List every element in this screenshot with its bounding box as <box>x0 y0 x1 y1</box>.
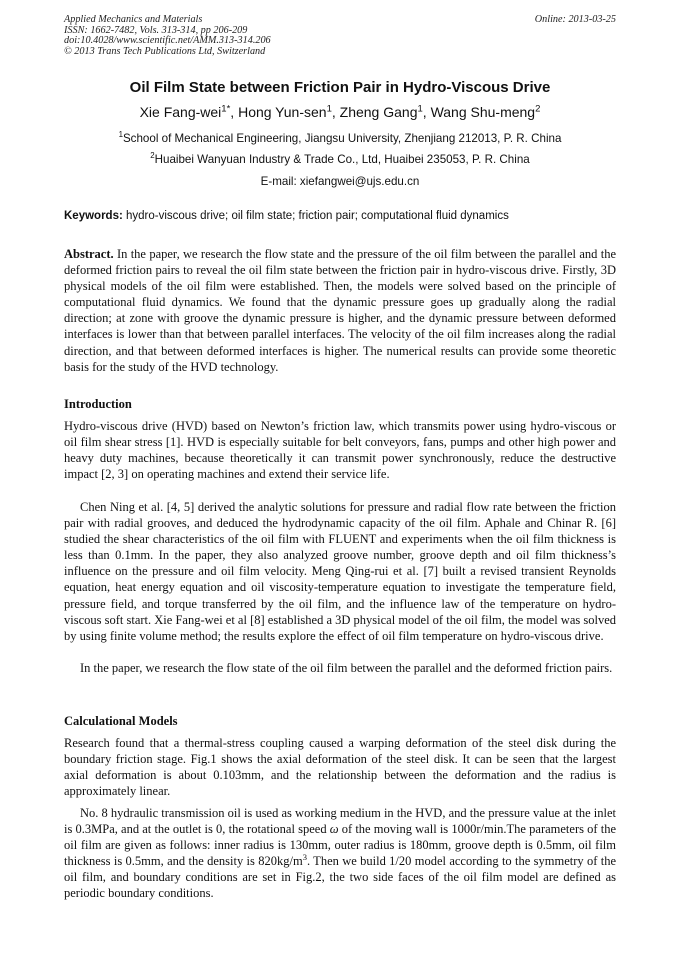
abstract-label: Abstract. <box>64 247 114 261</box>
author-affil-mark: 2 <box>535 103 541 115</box>
author-affil-mark: 1 <box>326 103 332 115</box>
author-list <box>64 103 616 121</box>
abstract-text: In the paper, we research the flow state and the pressure of the oil film between the parallel and the deformed friction pairs to reveal the oil film state between the friction pair in hydro-viscous drive. Firstly, 3D physical models of the oil film were established. Then, the models were solved based on the principle of computational fluid dynamics. We found that the dynamic pressure goes up gradually along the radial direction; at zone with groove the dynamic pressure is higher, and the dynamic pressure between deformed interfaces is lower than that between parallel interfaces. The velocity of the oil film increases along the radial direction, and that between deformed interfaces is higher. The numerical results can provide some theoretic basis for the study of the HVD technology. <box>64 247 616 374</box>
journal-name: Applied Mechanics and Materials <box>64 14 203 25</box>
author-separator: , <box>422 104 431 120</box>
author-affil-mark: 1* <box>221 103 231 115</box>
author-name: Zheng Gang <box>339 104 418 120</box>
intro-paragraph-2: Chen Ning et al. [4, 5] derived the analytic solutions for pressure and radial flow rate between the friction pair with radial grooves, and deduced the hydrodynamic capacity of the oil film. Aphale and Chinar R. [6] studied the shear characteristics of the oil film with FLUENT and experiments when the oil film thickness is less than 0.1mm. In the paper, they also analyzed groove number, groove depth and oil film thickness’s influence on the pressure and oil film velocity. Meng Qing-rui et al. [7] built a revised transient Reynolds equation, heat energy equation and oil viscosity-temperature equation to investigate the temperature field, pressure field, and torque transferred by the oil film, and the influence law of the temperature on hydro-viscous soft start. Xie Fang-wei et al [8] established a 3D physical model of the oil film, the model was solved by using finite volume method; the results explore the effect of oil film temperature on hydro-viscous drive. <box>64 500 616 643</box>
keywords-label: Keywords: <box>64 210 123 222</box>
author-name: Xie Fang-wei <box>139 104 222 120</box>
models-paragraph-1: Research found that a thermal-stress coupling caused a warping deformation of the steel disk during the boundary friction stage. Fig.1 shows the axial deformation of the steel disk. It can be seen that the largest axial deformation is about 0.103mm, and the relationship between the deformation and the radius is approximately linear. <box>64 736 616 799</box>
models-paragraph-2-part-b: of the moving wall is 1000r/min.The parameters of the oil film are given as follows: inner radius is 130mm, outer radius is 180mm, groove depth is 0.5mm, oil film thickness is 0.5mm, and the density is 820kg/m <box>64 822 617 869</box>
author-name: Hong Yun-sen <box>238 104 327 120</box>
affiliation-text: School of Mechanical Engineering, Jiangsu University, Zhenjiang 212013, P. R. China <box>122 132 562 145</box>
keywords-text: hydro-viscous drive; oil film state; friction pair; computational fluid dynamics <box>122 210 509 222</box>
journal-header <box>64 15 616 57</box>
intro-paragraph-1: Hydro-viscous drive (HVD) based on Newton’s friction law, which transmits power using hydro-viscous or oil film shear stress [1]. HVD is especially suitable for belt conveyors, fans, pumps and other high power and heavy duty machines, because theoretically it can transmit power synchronously, reduce the destructive impact [2, 3] on operating machines and extend their service life. <box>64 419 616 482</box>
affiliation-1 <box>64 132 616 146</box>
omega-symbol: ω <box>329 822 339 837</box>
models-paragraph-2-part-a: No. 8 hydraulic transmission oil is used as working medium in the HVD, and the pressure value at the inlet is 0.3MPa, and at the outlet is 0, the rotational speed <box>64 806 616 837</box>
author-separator: , <box>230 104 239 120</box>
author-name: Wang Shu-meng <box>430 104 536 120</box>
issn-line: ISSN: 1662-7482, Vols. 313-314, pp 206-209 <box>64 24 248 36</box>
intro-paragraph-3: In the paper, we research the flow state of the oil film between the parallel and the deformed friction pairs. <box>80 661 613 675</box>
abstract <box>64 246 616 375</box>
affiliation-mark: 1 <box>118 130 123 140</box>
models-paragraph-2-part-c: . Then we build 1/20 model according to the symmetry of the oil film, and boundary conditions are set in Fig.2, the two side faces of the oil film model are defined as periodic boundary conditions. <box>64 854 617 901</box>
copyright-line: © 2013 Trans Tech Publications Ltd, Switzerland <box>64 45 266 57</box>
keywords <box>64 209 616 223</box>
doi-line: doi:10.4028/www.scientific.net/AMM.313-314.206 <box>64 35 271 47</box>
affiliation-2 <box>64 153 616 167</box>
section-heading-introduction: Introduction <box>64 397 132 411</box>
affiliation-mark: 2 <box>150 151 155 161</box>
paper-title: Oil Film State between Friction Pair in Hydro-Viscous Drive <box>129 79 551 96</box>
author-affil-mark: 1 <box>417 103 423 115</box>
cubic-exponent: 3 <box>302 852 307 863</box>
email-line: E-mail: xiefangwei@ujs.edu.cn <box>260 175 420 188</box>
affiliation-text: Huaibei Wanyuan Industry & Trade Co., Ltd, Huaibei 235053, P. R. China <box>154 153 530 166</box>
online-date: Online: 2013-03-25 <box>534 14 616 25</box>
models-paragraph-2 <box>64 805 616 902</box>
author-separator: , <box>331 104 340 120</box>
section-heading-calculational-models: Calculational Models <box>64 714 178 728</box>
